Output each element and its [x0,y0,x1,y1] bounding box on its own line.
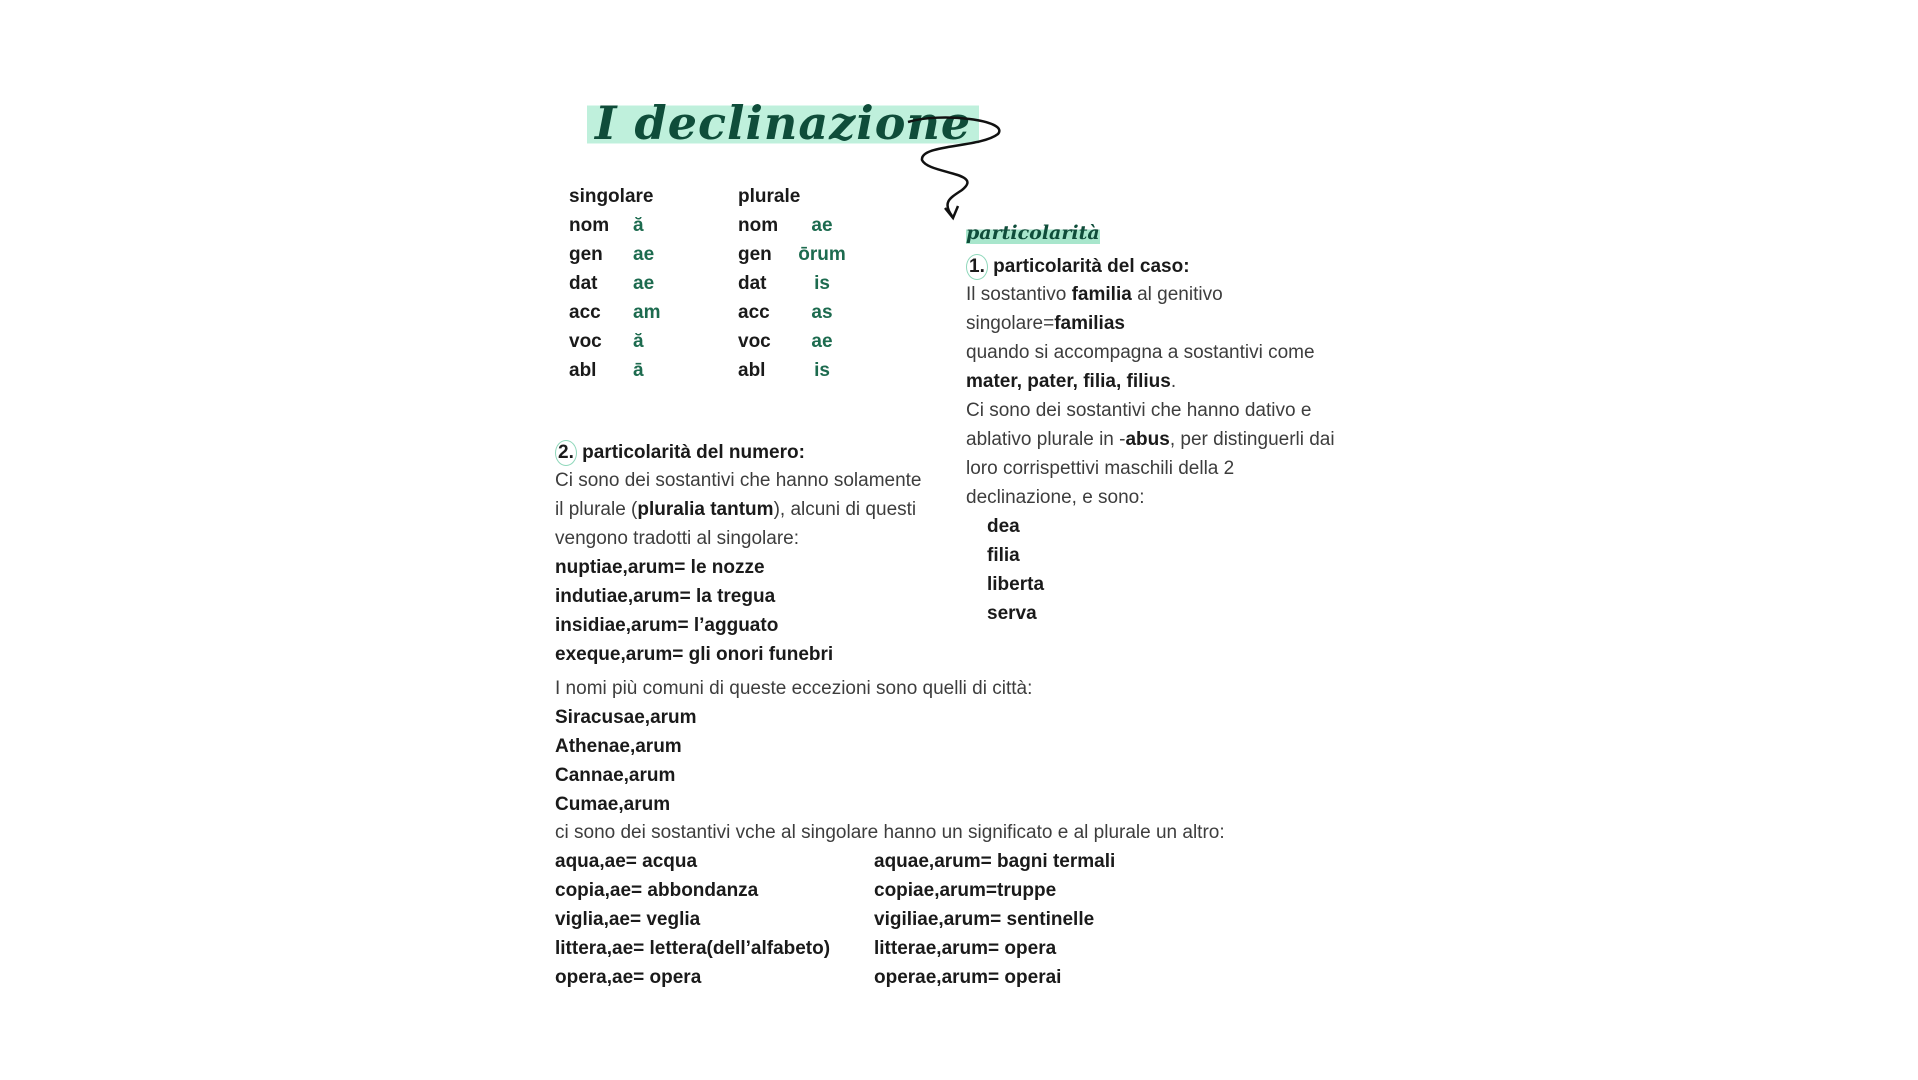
singular-meaning: viglia,ae= veglia [555,909,701,930]
text-line: vengono tradotti al singolare: [555,528,799,549]
example-item: indutiae,arum= la tregua [555,586,776,607]
city-item: Cannae,arum [555,765,676,786]
section-number: 1. [966,254,988,280]
text-line: declinazione, e sono: [966,487,1145,508]
section-title-text: particolarità del numero: [582,442,805,463]
case-label: gen [569,244,603,265]
singular-meaning: opera,ae= opera [555,967,702,988]
singular-ending: ae [633,273,655,294]
text-line: Il sostantivo familia al genitivo [966,284,1223,305]
text-line: Ci sono dei sostantivi che hanno solamente [555,470,922,491]
case-label: voc [738,331,771,352]
plural-ending: is [814,360,830,381]
case-label: nom [738,215,779,236]
plural-ending: as [811,302,833,323]
case-label: gen [738,244,772,265]
case-label: abl [738,360,766,381]
plural-ending: ae [811,215,833,236]
singular-meaning: copia,ae= abbondanza [555,880,759,901]
text-line: ci sono dei sostantivi vche al singolare hanno un significato e al plurale un altro: [555,822,1225,843]
text-line: I nomi più comuni di queste eccezioni sono quelli di città: [555,678,1033,699]
list-item: serva [987,603,1037,624]
plural-meaning: copiae,arum=truppe [874,880,1057,901]
case-label: dat [738,273,767,294]
plural-meaning: vigiliae,arum= sentinelle [874,909,1095,930]
plural-ending: ōrum [798,244,846,265]
text-line: ablativo plurale in -abus, per distinguerli dai [966,429,1335,450]
plural-meaning: operae,arum= operai [874,967,1062,988]
singular-ending: am [633,302,661,323]
list-item: filia [987,545,1020,566]
text-line: Ci sono dei sostantivi che hanno dativo e [966,400,1312,421]
list-item: dea [987,516,1020,537]
singular-ending: ă [633,331,644,352]
example-item: nuptiae,arum= le nozze [555,557,765,578]
list-item: liberta [987,574,1045,595]
section-2-title [555,440,805,466]
case-label: acc [738,302,770,323]
section-title-text: particolarità del caso: [993,256,1190,277]
text-line: il plurale (pluralia tantum), alcuni di questi [555,499,917,520]
singular-ending: ā [633,360,644,381]
singular-ending: ă [633,215,644,236]
case-label: voc [569,331,602,352]
singular-meaning: aqua,ae= acqua [555,851,698,872]
page-title: I declinazione [587,96,979,150]
plural-header: plurale [738,186,801,207]
section-number: 2. [555,440,577,466]
singular-ending: ae [633,244,655,265]
plural-ending: ae [811,331,833,352]
case-label: dat [569,273,598,294]
plural-ending: is [814,273,830,294]
text-line: singolare=familias [966,313,1125,334]
example-item: insidiae,arum= l’agguato [555,615,779,636]
case-label: acc [569,302,601,323]
city-item: Cumae,arum [555,794,671,815]
city-item: Siracusae,arum [555,707,697,728]
case-label: abl [569,360,597,381]
text-line: quando si accompagna a sostantivi come [966,342,1315,363]
squiggle-arrow-icon [900,112,1010,224]
singular-meaning: littera,ae= lettera(dell’alfabeto) [555,938,831,959]
city-item: Athenae,arum [555,736,682,757]
plural-meaning: aquae,arum= bagni termali [874,851,1116,872]
case-label: nom [569,215,610,236]
text-line: loro corrispettivi maschili della 2 [966,458,1235,479]
section-1-title [966,254,1190,280]
particolarita-heading: particolarità [966,222,1100,244]
example-item: exeque,arum= gli onori funebri [555,644,834,665]
singular-header: singolare [569,186,654,207]
plural-meaning: litterae,arum= opera [874,938,1057,959]
text-line: mater, pater, filia, filius. [966,371,1177,392]
